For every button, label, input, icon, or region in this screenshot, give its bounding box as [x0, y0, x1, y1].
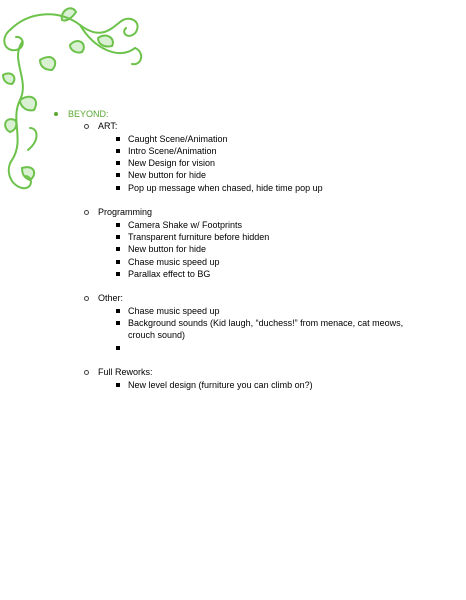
section-title: Programming: [98, 207, 153, 218]
list-item-text: Intro Scene/Animation: [128, 145, 217, 156]
circle-bullet-icon: [84, 296, 89, 301]
circle-bullet-icon: [84, 370, 89, 375]
list-item-text: Background sounds (Kid laugh, “duchess!” from menace, cat meows, crouch sound): [128, 318, 404, 341]
section-title: Full Reworks:: [98, 367, 153, 378]
outline-section: [52, 206, 418, 280]
section-spacer: [52, 280, 418, 292]
list-item: [98, 317, 418, 342]
list-item-text: New button for hide: [128, 244, 207, 255]
square-bullet-icon: [116, 309, 120, 313]
list-item-text: New Design for vision: [128, 158, 216, 169]
list-item-text: Caught Scene/Animation: [128, 133, 228, 144]
list-item: [98, 305, 418, 317]
list-item: [98, 379, 418, 391]
square-bullet-icon: [116, 173, 120, 177]
section-spacer: [52, 354, 418, 366]
bullet-icon: [54, 112, 58, 116]
section-title: ART:: [98, 121, 118, 132]
square-bullet-icon: [116, 223, 120, 227]
list-item: [98, 219, 418, 231]
outline-heading: BEYOND:: [68, 109, 109, 119]
list-item-text: Pop up message when chased, hide time pop up: [128, 182, 323, 193]
square-bullet-icon: [116, 161, 120, 165]
outline: [52, 108, 418, 391]
list-item-text: New button for hide: [128, 170, 207, 181]
square-bullet-icon: [116, 321, 120, 325]
section-spacer: [52, 194, 418, 206]
outline-section: [52, 120, 418, 194]
circle-bullet-icon: [84, 210, 89, 215]
list-item: [98, 145, 418, 157]
list-item-text: Parallax effect to BG: [128, 268, 211, 279]
list-item: [98, 169, 418, 181]
list-item-text: New level design (furniture you can climb on?): [128, 379, 313, 390]
list-item: [98, 182, 418, 194]
list-item: [98, 243, 418, 255]
square-bullet-icon: [116, 383, 120, 387]
circle-bullet-icon: [84, 124, 89, 129]
list-item: [98, 133, 418, 145]
square-bullet-icon: [116, 137, 120, 141]
list-item-text: Camera Shake w/ Footprints: [128, 219, 243, 230]
list-item-text: Chase music speed up: [128, 256, 220, 267]
square-bullet-icon: [116, 260, 120, 264]
list-item: [98, 256, 418, 268]
square-bullet-icon: [116, 149, 120, 153]
outline-heading-item: [52, 108, 418, 120]
list-item-text: Transparent furniture before hidden: [128, 231, 270, 242]
section-title: Other:: [98, 293, 124, 304]
square-bullet-icon: [116, 346, 120, 350]
list-item: [98, 231, 418, 243]
list-item: [98, 342, 418, 354]
list-item: [98, 157, 418, 169]
square-bullet-icon: [116, 247, 120, 251]
square-bullet-icon: [116, 272, 120, 276]
list-item-text: Chase music speed up: [128, 305, 220, 316]
outline-sections: [52, 120, 418, 391]
list-item: [98, 268, 418, 280]
outline-section: [52, 292, 418, 353]
outline-section: [52, 366, 418, 391]
square-bullet-icon: [116, 235, 120, 239]
square-bullet-icon: [116, 186, 120, 190]
